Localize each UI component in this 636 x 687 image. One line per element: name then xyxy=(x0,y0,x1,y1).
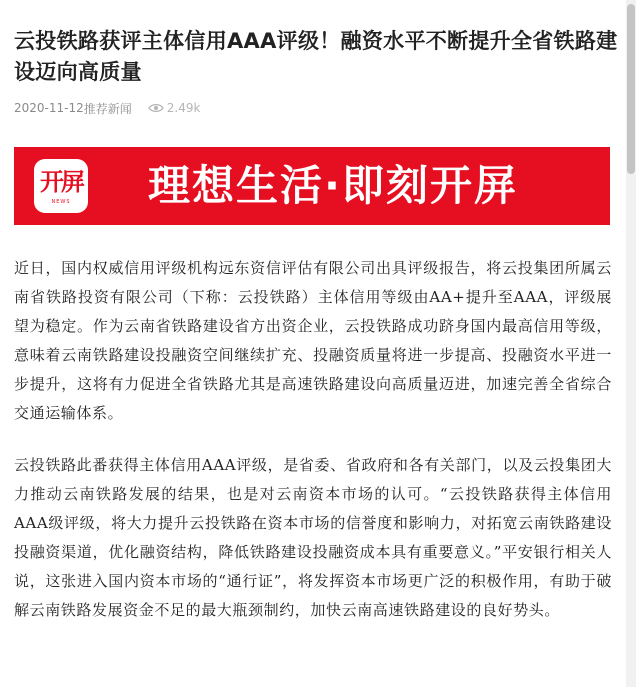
logo-text: 开屏 xyxy=(40,168,82,196)
article-title: 云投铁路获评主体信用AAA评级！融资水平不断提升全省铁路建设迈向高质量 xyxy=(14,29,618,84)
promo-banner[interactable] xyxy=(14,147,610,225)
article-meta xyxy=(14,99,200,117)
scrollbar-thumb[interactable] xyxy=(627,4,635,174)
article-paragraph: 近日，国内权威信用评级机构远东资信评估有限公司出具评级报告，将云投集团所属云南省铁路投资有限公司（下称：云投铁路）主体信用等级由AA+提升至AAA，评级展望为稳定。作为云南省铁路建设省方出资企业，云投铁路成功跻身国内最高信用等级，意味着云南铁路建设投融资空间继续扩充、投融资质量将进一步提高、投融资水平进一步提升，这将有力促进全省铁路尤其是高速铁路建设向高质量迈进，加速完善全省综合交通运输体系。 xyxy=(14,259,612,422)
publish-date: 2020-11-12 xyxy=(14,101,84,115)
source-link[interactable]: 推荐新闻 xyxy=(83,101,132,116)
eye-icon xyxy=(148,103,164,113)
app-logo xyxy=(34,159,88,213)
banner-slogan: 理想生活·即刻开屏 xyxy=(148,161,518,210)
article-paragraph: 云投铁路此番获得主体信用AAA评级，是省委、省政府和各有关部门，以及云投集团大力推动云南铁路发展的结果，也是对云南资本市场的认可。“云投铁路获得主体信用AAA级评级，将大力提升云投铁路在资本市场的信誉度和影响力，对拓宽云南铁路建设投融资渠道，优化融资结构，降低铁路建设投融资成本具有重要意义。”平安银行相关人说，这张进入国内资本市场的“通行证”，将发挥资本市场更广泛的积极作用，有助于破解云南铁路发展资金不足的最大瓶颈制约，加快云南高速铁路建设的良好势头。 xyxy=(14,456,612,619)
view-count: 2.49k xyxy=(166,101,201,115)
vertical-scrollbar[interactable] xyxy=(626,0,636,687)
logo-subtext: NEWS xyxy=(51,199,71,205)
